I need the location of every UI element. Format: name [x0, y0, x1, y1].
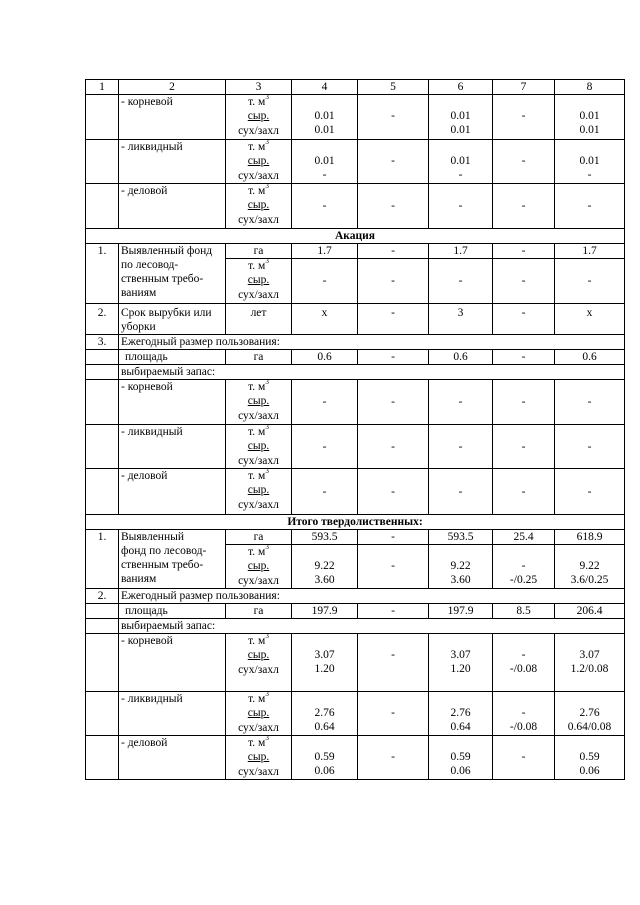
- value-cell: x: [292, 304, 358, 335]
- unit-cell: т. $м^3$ сыр. сух/захл: [226, 692, 292, 736]
- document-page: [85, 79, 624, 780]
- value-cell: 197.9: [292, 604, 358, 619]
- value-cell: 0.6: [429, 350, 493, 365]
- unit-cell: га: [226, 530, 292, 545]
- value-cell: 0.01 0.01: [555, 95, 625, 140]
- value-cell: -: [429, 469, 493, 515]
- row-label: Выявленный фонд по лесовод- ственным требо- ваниям: [119, 244, 226, 304]
- value-cell: 593.5: [292, 530, 358, 545]
- value-cell: 0.01 0.01: [292, 95, 358, 140]
- row-label: Ежегодный размер пользования:: [119, 589, 625, 604]
- value-cell: -: [555, 184, 625, 229]
- value-cell: -: [358, 425, 429, 469]
- forest-use-table: [85, 79, 625, 780]
- col-header-3: 3: [226, 80, 292, 95]
- value-cell: 0.01 0.01: [429, 95, 493, 140]
- value-cell: - -/0.08: [493, 634, 555, 692]
- value-cell: 2.76 0.64: [429, 692, 493, 736]
- value-cell: -: [555, 380, 625, 425]
- value-cell: -: [358, 140, 429, 184]
- value-cell: -: [493, 380, 555, 425]
- value-cell: 3.07 1.20: [292, 634, 358, 692]
- value-cell: -: [429, 380, 493, 425]
- row-number: 2.: [86, 589, 119, 604]
- table-row: [86, 425, 625, 469]
- value-cell: -: [358, 530, 429, 545]
- value-cell: x: [555, 304, 625, 335]
- value-cell: 197.9: [429, 604, 493, 619]
- table-row: [86, 736, 625, 780]
- col-header-4: 4: [292, 80, 358, 95]
- value-cell: -: [292, 469, 358, 515]
- unit-cell: т. $м^3$ сыр. сух/захл: [226, 259, 292, 304]
- col-header-8: 8: [555, 80, 625, 95]
- value-cell: -: [358, 184, 429, 229]
- table-row: [86, 634, 625, 692]
- row-label: - ликвидный: [119, 692, 226, 736]
- value-cell: -: [358, 692, 429, 736]
- value-cell: -: [358, 380, 429, 425]
- col-header-6: 6: [429, 80, 493, 95]
- unit-cell: т. $м^3$ сыр. сух/захл: [226, 634, 292, 692]
- col-header-2: 2: [119, 80, 226, 95]
- unit-cell: т. $м^3$ сыр. сух/захл: [226, 425, 292, 469]
- value-cell: 9.22 3.60: [292, 545, 358, 589]
- value-cell: -: [429, 425, 493, 469]
- table-row: [86, 95, 625, 140]
- row-label: - корневой: [119, 634, 226, 692]
- row-label: - ликвидный: [119, 140, 226, 184]
- value-cell: -: [358, 259, 429, 304]
- unit-cell: га: [226, 244, 292, 259]
- value-cell: -: [292, 425, 358, 469]
- row-label: площадь: [119, 350, 226, 365]
- value-cell: 0.59 0.06: [429, 736, 493, 780]
- header-row: [86, 80, 625, 95]
- unit-cell: т. $м^3$ сыр. сух/захл: [226, 545, 292, 589]
- table-row: [86, 469, 625, 515]
- table-row: [86, 365, 625, 380]
- value-cell: 3.07 1.20: [429, 634, 493, 692]
- value-cell: 1.7: [429, 244, 493, 259]
- value-cell: 0.01 -: [292, 140, 358, 184]
- table-row: [86, 589, 625, 604]
- value-cell: -: [292, 184, 358, 229]
- unit-cell: т. $м^3$ сыр. сух/захл: [226, 140, 292, 184]
- value-cell: 9.22 3.60: [429, 545, 493, 589]
- row-number: 2.: [86, 304, 119, 335]
- unit-cell: т. $м^3$ сыр. сух/захл: [226, 469, 292, 515]
- table-row: [86, 244, 625, 259]
- row-label: - деловой: [119, 469, 226, 515]
- section-title-row: [86, 229, 625, 244]
- value-cell: 593.5: [429, 530, 493, 545]
- table-row: [86, 380, 625, 425]
- value-cell: 9.22 3.6/0.25: [555, 545, 625, 589]
- col-header-5: 5: [358, 80, 429, 95]
- value-cell: 0.6: [292, 350, 358, 365]
- row-label: выбираемый запас:: [119, 619, 625, 634]
- unit-cell: т. $м^3$ сыр. сух/захл: [226, 736, 292, 780]
- row-label: Выявленный фонд по лесовод- ственным требо- ваниям: [119, 530, 226, 589]
- row-label: Срок вырубки или уборки: [119, 304, 226, 335]
- value-cell: - -/0.08: [493, 692, 555, 736]
- value-cell: -: [358, 634, 429, 692]
- value-cell: -: [555, 259, 625, 304]
- row-number: 1.: [86, 530, 119, 589]
- value-cell: -: [429, 259, 493, 304]
- table-row: [86, 184, 625, 229]
- value-cell: 0.6: [555, 350, 625, 365]
- value-cell: -: [493, 304, 555, 335]
- table-row: [86, 140, 625, 184]
- row-number: 3.: [86, 335, 119, 350]
- col-header-7: 7: [493, 80, 555, 95]
- row-label: - корневой: [119, 95, 226, 140]
- value-cell: -: [493, 95, 555, 140]
- table-row: [86, 604, 625, 619]
- unit-cell: лет: [226, 304, 292, 335]
- table-row: [86, 350, 625, 365]
- unit-cell: т. $м^3$ сыр. сух/захл: [226, 380, 292, 425]
- value-cell: 2.76 0.64/0.08: [555, 692, 625, 736]
- value-cell: -: [555, 469, 625, 515]
- unit-cell: т. $м^3$ сыр. сух/захл: [226, 95, 292, 140]
- value-cell: -: [493, 140, 555, 184]
- row-label: площадь: [119, 604, 226, 619]
- row-label: - деловой: [119, 184, 226, 229]
- value-cell: 3.07 1.2/0.08: [555, 634, 625, 692]
- value-cell: - -/0.25: [493, 545, 555, 589]
- value-cell: 1.7: [292, 244, 358, 259]
- unit-cell: га: [226, 350, 292, 365]
- table-row: [86, 530, 625, 545]
- value-cell: -: [493, 184, 555, 229]
- value-cell: -: [493, 469, 555, 515]
- value-cell: -: [292, 380, 358, 425]
- value-cell: 0.59 0.06: [292, 736, 358, 780]
- value-cell: 618.9: [555, 530, 625, 545]
- value-cell: 0.59 0.06: [555, 736, 625, 780]
- value-cell: -: [429, 184, 493, 229]
- value-cell: -: [493, 244, 555, 259]
- value-cell: -: [358, 95, 429, 140]
- value-cell: -: [358, 244, 429, 259]
- value-cell: -: [358, 736, 429, 780]
- section-title-total: Итого твердолиственных:: [86, 515, 625, 530]
- value-cell: -: [493, 259, 555, 304]
- table-row: [86, 335, 625, 350]
- row-label: - ликвидный: [119, 425, 226, 469]
- value-cell: -: [358, 350, 429, 365]
- unit-cell: га: [226, 604, 292, 619]
- value-cell: 1.7: [555, 244, 625, 259]
- row-label: - деловой: [119, 736, 226, 780]
- table-row: [86, 692, 625, 736]
- row-number: 1.: [86, 244, 119, 304]
- unit-cell: т. $м^3$ сыр. сух/захл: [226, 184, 292, 229]
- value-cell: -: [292, 259, 358, 304]
- table-row: [86, 619, 625, 634]
- row-label: выбираемый запас:: [119, 365, 625, 380]
- row-label: Ежегодный размер пользования:: [119, 335, 625, 350]
- value-cell: -: [358, 304, 429, 335]
- col-header-1: 1: [86, 80, 119, 95]
- value-cell: 2.76 0.64: [292, 692, 358, 736]
- value-cell: -: [493, 736, 555, 780]
- value-cell: -: [358, 469, 429, 515]
- value-cell: 8.5: [493, 604, 555, 619]
- value-cell: 3: [429, 304, 493, 335]
- value-cell: 0.01 -: [429, 140, 493, 184]
- value-cell: -: [358, 545, 429, 589]
- value-cell: -: [358, 604, 429, 619]
- value-cell: 25.4: [493, 530, 555, 545]
- value-cell: -: [555, 425, 625, 469]
- value-cell: -: [493, 350, 555, 365]
- section-title-akacia: Акация: [86, 229, 625, 244]
- value-cell: -: [493, 425, 555, 469]
- section-title-row: [86, 515, 625, 530]
- row-label: - корневой: [119, 380, 226, 425]
- table-row: [86, 304, 625, 335]
- value-cell: 0.01 -: [555, 140, 625, 184]
- value-cell: 206.4: [555, 604, 625, 619]
